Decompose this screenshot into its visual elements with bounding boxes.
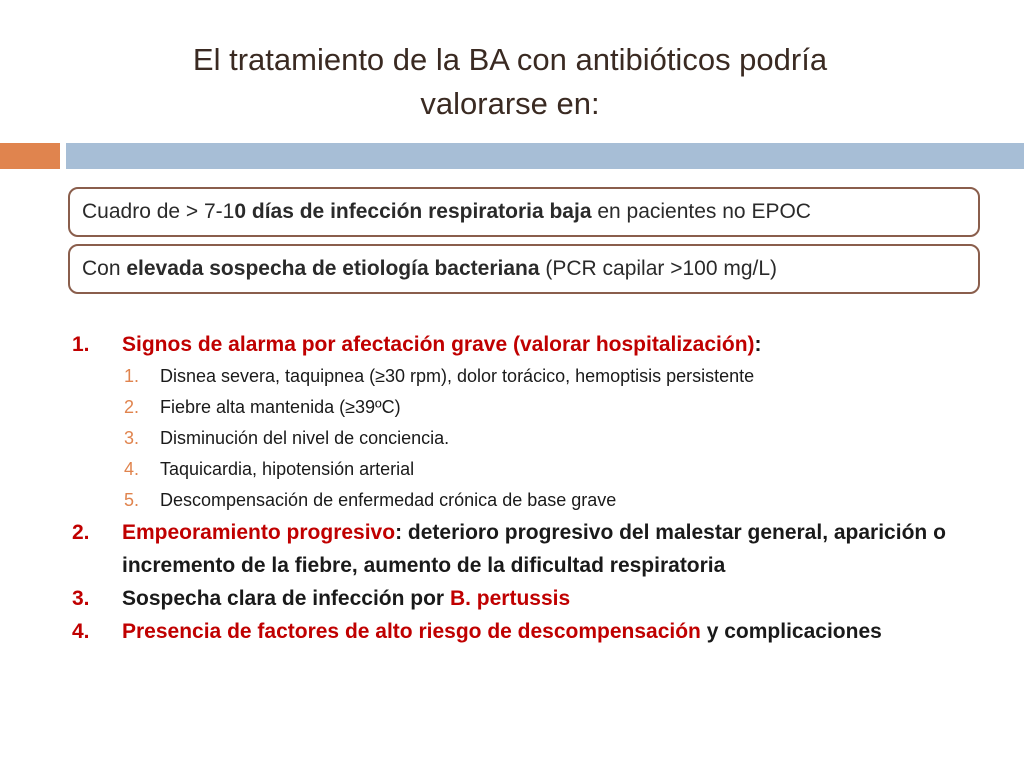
- item-2-red-text: Empeoramiento progresivo: [122, 521, 396, 544]
- sub-item-2: [72, 392, 992, 423]
- list-item-1: [72, 328, 992, 361]
- box1-pre: Cuadro de > 7-1: [82, 200, 235, 223]
- sub-item-3-number: 3.: [124, 428, 140, 448]
- sub-item-3-text: Disminución del nivel de conciencia.: [160, 428, 450, 448]
- item-1-number: 1.: [72, 333, 90, 356]
- sub-item-4-text: Taquicardia, hipotensión arterial: [160, 459, 415, 479]
- item-1-black-text: :: [754, 333, 762, 356]
- item-2-black-text: : deterioro progresivo del malestar general, aparición o incremento de la fiebre, aumento de la dificultad respiratoria: [122, 521, 946, 577]
- sub-item-1-number: 1.: [124, 366, 140, 386]
- box2-pre: Con: [82, 257, 127, 280]
- item-4-red-text: Presencia de factores de alto riesgo de descompensación: [122, 620, 701, 643]
- item-1-red-text: Signos de alarma por afectación grave (valorar hospitalización): [122, 333, 755, 356]
- box2-bold: elevada sospecha de etiología bacteriana: [126, 257, 540, 280]
- item-3-black-text: Sospecha clara de infección por: [122, 587, 450, 610]
- sub-item-5: [72, 485, 992, 516]
- criteria-box-1: [68, 187, 980, 237]
- box2-post: (PCR capilar >100 mg/L): [539, 257, 778, 280]
- item-2-number: 2.: [72, 521, 90, 544]
- list-item-3: [72, 582, 992, 615]
- sub-item-1: [72, 361, 992, 392]
- item-3-number: 3.: [72, 587, 90, 610]
- sub-item-4-number: 4.: [124, 459, 140, 479]
- slide-title: [60, 38, 960, 126]
- item-3-red-text: B. pertussis: [449, 587, 571, 610]
- item-4-number: 4.: [72, 620, 90, 643]
- sub-item-2-text: Fiebre alta mantenida (≥39ºC): [160, 397, 401, 417]
- sub-item-2-number: 2.: [124, 397, 140, 417]
- list-item-4: [72, 615, 992, 648]
- box1-post: en pacientes no EPOC: [591, 200, 811, 223]
- sub-item-3: [72, 423, 992, 454]
- item-4-black-text: y complicaciones: [700, 620, 882, 643]
- title-line-2: valorarse en:: [420, 86, 600, 121]
- accent-bar-orange: [0, 143, 60, 169]
- accent-bar-blue: [66, 143, 1024, 169]
- criteria-list: [72, 328, 992, 648]
- box1-bold: 0 días de infección respiratoria baja: [234, 200, 592, 223]
- list-item-2: [72, 516, 992, 582]
- sub-item-1-text: Disnea severa, taquipnea (≥30 rpm), dolor torácico, hemoptisis persistente: [160, 366, 755, 386]
- criteria-box-2: [68, 244, 980, 294]
- sub-item-4: [72, 454, 992, 485]
- sub-item-5-text: Descompensación de enfermedad crónica de base grave: [160, 490, 617, 510]
- sub-item-5-number: 5.: [124, 490, 140, 510]
- title-line-1: El tratamiento de la BA con antibióticos podría: [192, 42, 828, 77]
